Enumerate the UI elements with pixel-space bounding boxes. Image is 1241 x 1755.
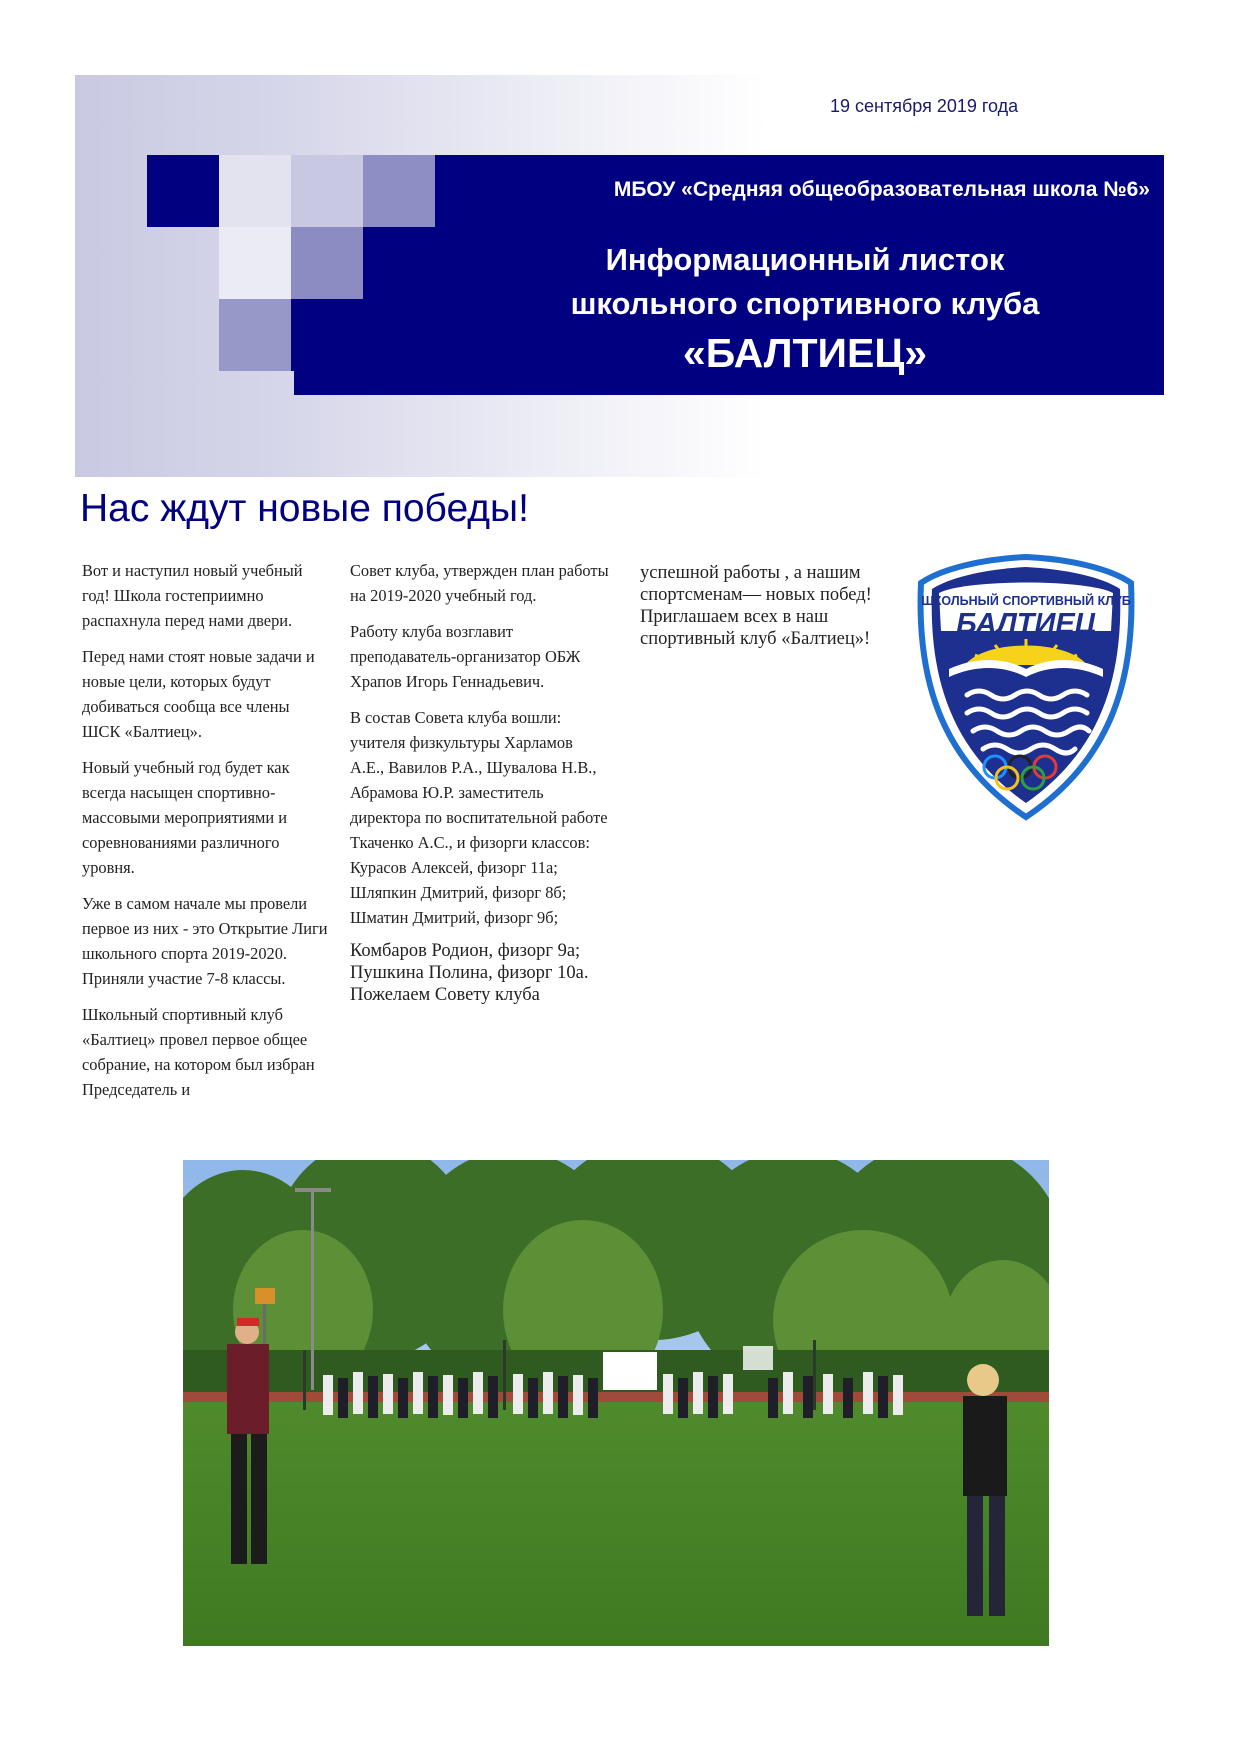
club-name-title: «БАЛТИЕЦ»: [682, 330, 928, 376]
decor-square: [219, 227, 291, 299]
paragraph: Уже в самом начале мы провели первое из них - это Открытие Лиги школьного спорта 2019-2020. Приняли участие 7-8 классы.: [82, 894, 328, 988]
club-shield-logo-icon: [915, 553, 1137, 823]
decor-square: [219, 155, 291, 227]
title-line: школьного спортивного клуба: [570, 286, 1040, 321]
paragraph: Вот и наступил новый учебный год! Школа гостеприимно распахнула перед нами двери.: [82, 561, 303, 630]
article-column-1: [82, 558, 332, 1113]
list-item: Комбаров Родион, физорг 9а;: [350, 941, 581, 961]
decor-square: [363, 155, 435, 227]
decor-square: [291, 155, 363, 227]
newsletter-title: [520, 238, 1090, 380]
issue-date: 19 сентября 2019 года: [830, 96, 1019, 116]
paragraph: Совет клуба, утвержден план работы на 2019-2020 учебный год.: [350, 561, 609, 605]
article-headline: Нас ждут новые победы!: [80, 487, 529, 530]
paragraph: Работу клуба возглавит преподаватель-организатор ОБЖ Храпов Игорь Геннадьевич.: [350, 622, 581, 691]
paragraph: В состав Совета клуба вошли: учителя физкультуры Харламов А.Е., Вавилов Р.А., Шувалова Н.В., Абрамова Ю.Р. заместитель директора по воспитательной работе Ткаченко А.С., и физорги классов:: [350, 708, 608, 852]
decor-square: [147, 155, 219, 227]
list-item: Шматин Дмитрий, физорг 9б;: [350, 908, 559, 927]
paragraph: Школьный спортивный клуб «Балтиец» провел первое общее собрание, на котором был избран Председатель и: [82, 1005, 315, 1099]
list-item: Пушкина Полина, физорг 10а.: [350, 963, 589, 983]
list-item: Курасов Алексей, физорг 11а;: [350, 858, 558, 877]
article-column-2: [350, 558, 610, 1006]
title-line: Информационный листок: [605, 242, 1005, 277]
article-column-3: успешной работы , а нашим спортсменам— новых побед! Приглашаем всех в наш спортивный клуб «Балтиец»!: [640, 563, 872, 649]
school-name: МБОУ «Средняя общеобразовательная школа №6»: [613, 178, 1150, 201]
paragraph: Перед нами стоят новые задачи и новые цели, которых будут добиваться сообща все члены ШСК «Балтиец».: [82, 647, 315, 741]
photo-sports-field-assembly-icon: [183, 1160, 1049, 1646]
logo-club-name: БАЛТИЕЦ: [956, 608, 1096, 640]
decor-square: [291, 227, 363, 299]
list-item: Шляпкин Дмитрий, физорг 8б;: [350, 883, 567, 902]
club-shield-logo: [915, 553, 1137, 823]
paragraph: Новый учебный год будет как всегда насыщен спортивно-массовыми мероприятиями и соревнованиями различного уровня.: [82, 758, 290, 877]
sports-field-photo: [183, 1160, 1049, 1646]
list-item: Пожелаем Совету клуба: [350, 985, 540, 1005]
decor-square: [219, 299, 291, 371]
logo-arc-text: ШКОЛЬНЫЙ СПОРТИВНЫЙ КЛУБ: [921, 594, 1131, 608]
